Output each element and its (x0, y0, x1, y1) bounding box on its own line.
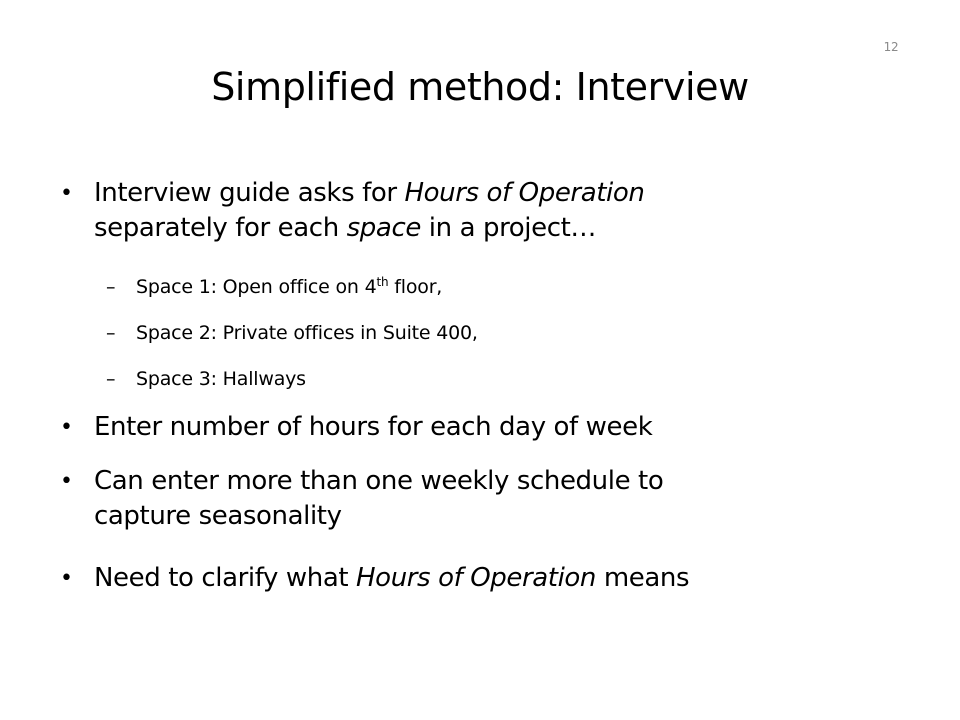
bullet-item-1-line2 (94, 211, 854, 246)
bullet-icon: • (60, 469, 73, 494)
bullet-4-text: Need to clarify what (94, 563, 357, 593)
sub-bullet-1-text: Space 1: Open office on 4 (136, 276, 377, 298)
dash-icon: – (106, 276, 116, 298)
bullet-1-italic-hours: Hours of Operation (404, 178, 645, 208)
bullet-1-italic-space: space (346, 213, 421, 243)
bullet-icon: • (60, 415, 73, 440)
bullet-3-line2: capture seasonality (94, 501, 342, 531)
bullet-item-3 (60, 464, 854, 499)
bullet-1-line2-text: separately for each (94, 213, 347, 243)
bullet-1-line2-tail: in a project… (420, 213, 597, 243)
dash-icon: – (106, 368, 116, 390)
sub-bullet-1-tail: floor, (388, 276, 443, 298)
sub-bullet-3-text: Space 3: Hallways (136, 368, 306, 390)
bullet-2-text: Enter number of hours for each day of week (94, 412, 653, 442)
bullet-item-3-line2 (94, 499, 854, 534)
bullet-item-1 (60, 176, 854, 211)
bullet-icon: • (60, 566, 73, 591)
slide-title: Simplified method: Interview (211, 65, 749, 109)
dash-icon: – (106, 322, 116, 344)
sub-bullet-space-1 (106, 272, 856, 302)
bullet-icon: • (60, 181, 73, 206)
sub-bullet-2-text: Space 2: Private offices in Suite 400, (136, 322, 478, 344)
bullet-item-2 (60, 410, 854, 445)
bullet-4-italic-hours: Hours of Operation (356, 563, 596, 593)
bullet-item-4 (60, 561, 854, 596)
bullet-1-text: Interview guide asks for (94, 178, 405, 208)
sub-bullet-space-2 (106, 318, 856, 348)
bullet-3-line1: Can enter more than one weekly schedule to (94, 466, 664, 496)
sub-bullet-space-3 (106, 364, 856, 394)
slide-number: 12 (883, 40, 899, 54)
bullet-4-tail: means (595, 563, 690, 593)
sub-bullet-1-sup: th (376, 275, 389, 289)
